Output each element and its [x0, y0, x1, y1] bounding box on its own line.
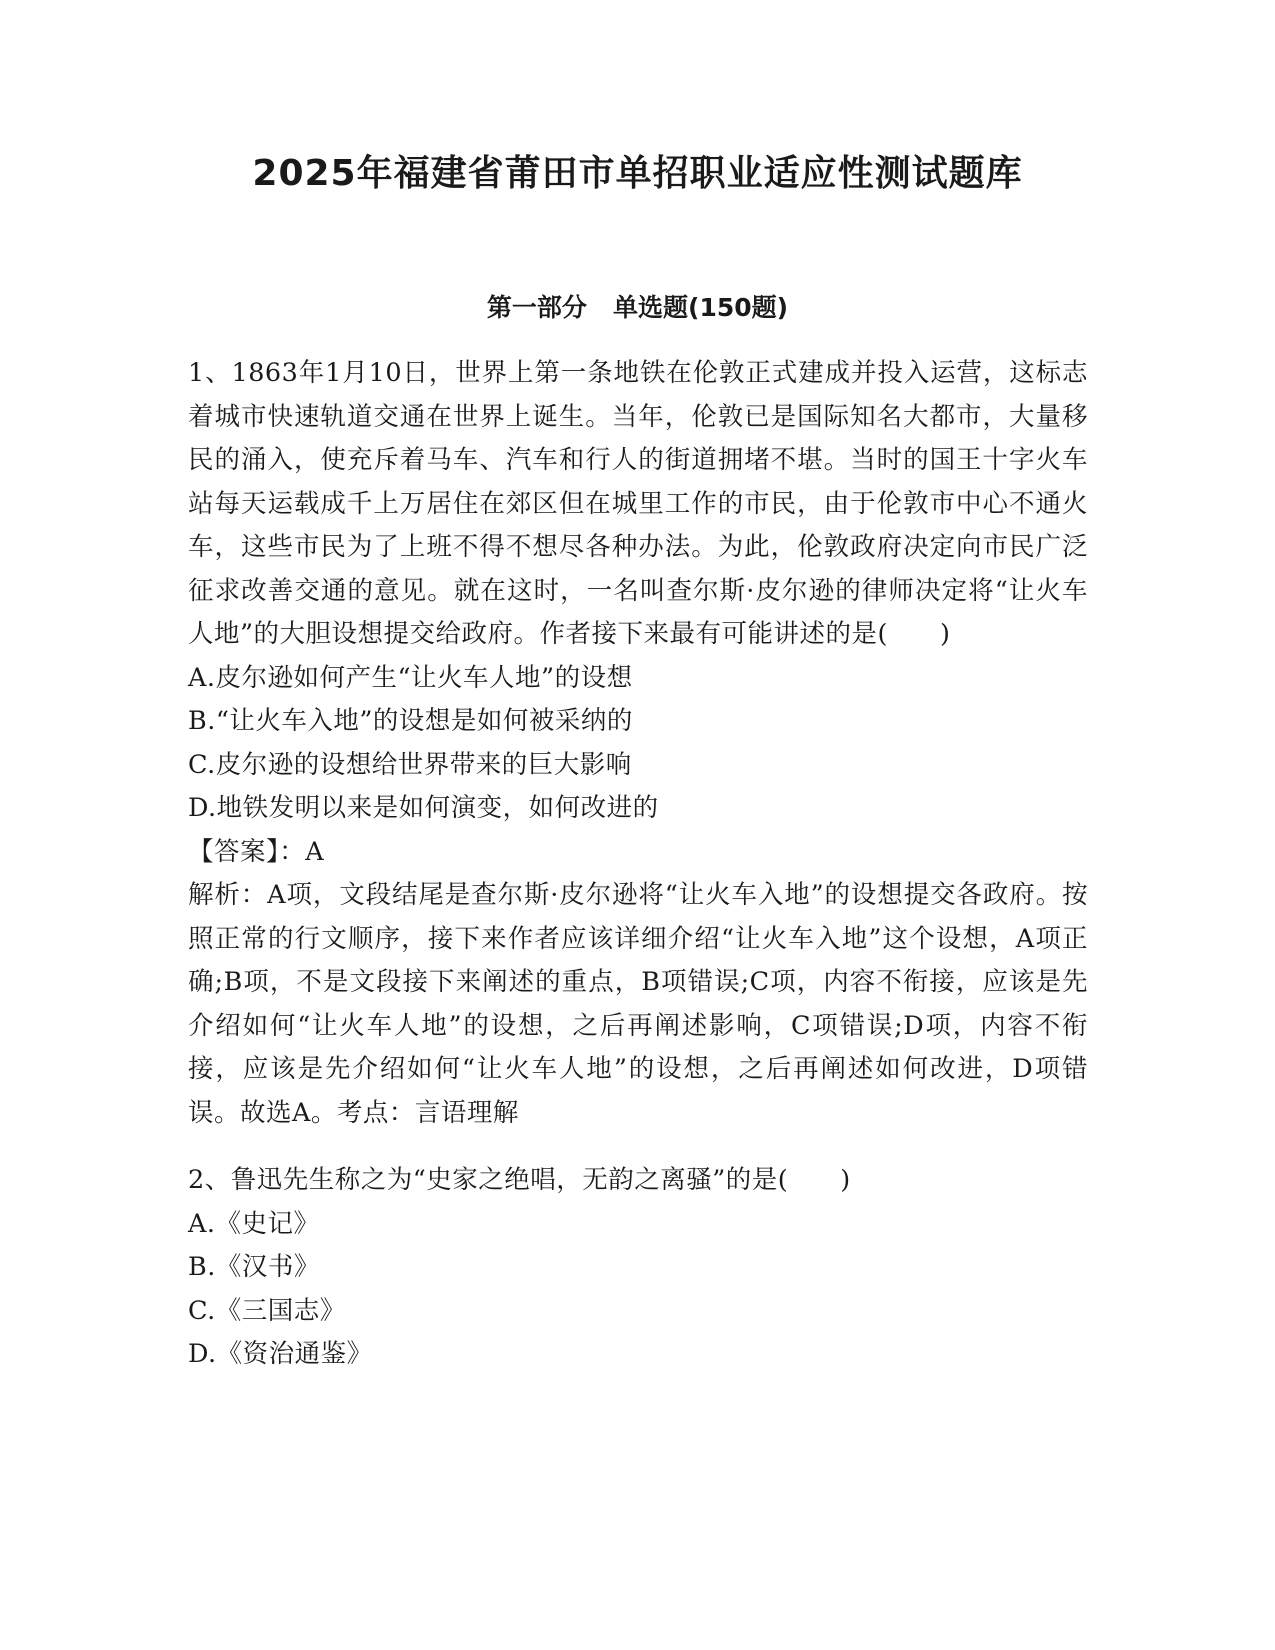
option-c: C.皮尔逊的设想给世界带来的巨大影响 — [188, 749, 632, 780]
document-title: 2025年福建省莆田市单招职业适应性测试题库 — [252, 153, 1023, 194]
option-a: A.皮尔逊如何产生“让火车人地”的设想 — [188, 662, 633, 693]
answer-line: 【答案】：A — [188, 836, 325, 867]
option-a: A.《史记》 — [188, 1208, 320, 1239]
option-b: B.《汉书》 — [188, 1252, 320, 1282]
option-d: D.地铁发明以来是如何演变，如何改进的 — [188, 793, 659, 823]
question-stem: 1、1863年1月10日，世界上第一条地铁在伦敦正式建成并投入运营，这标志着城市快速轨道交通在世界上诞生。当年，伦敦已是国际知名大都市，大量移民的涌入，使充斥着马车、汽车和行人的街道拥堵不堪。当时的国王十字火车站每天运载成千上万居住在郊区但在城里工作的市民，由于伦敦市中心不通火车，这些市民为了上班不得不想尽各种办法。为此，伦敦政府决定向市民广泛征求改善交通的意见。就在这时，一名叫查尔斯·皮尔逊的律师决定将“让火车人地”的大胆设想提交给政府。作者接下来最有可能讲述的是( ) — [188, 358, 1088, 649]
option-d: D.《资治通鉴》 — [188, 1339, 373, 1369]
analysis-text: 解析：A项，文段结尾是查尔斯·皮尔逊将“让火车入地”的设想提交各政府。按照正常的行文顺序，接下来作者应该详细介绍“让火车入地”这个设想，A项正确;B项，不是文段接下来阐述的重点，B项错误;C项，内容不衔接，应该是先介绍如何“让火车人地”的设想，之后再阐述影响，C项错误;D项，内容不衔接，应该是先介绍如何“让火车人地”的设想，之后再阐述如何改进，D项错误。故选A。考点：言语理解 — [188, 880, 1088, 1128]
question-stem: 2、鲁迅先生称之为“史家之绝唱，无韵之离骚”的是( ) — [188, 1165, 851, 1195]
question-list — [188, 352, 1088, 1377]
question-separator — [188, 1135, 1088, 1159]
option-b: B.“让火车入地”的设想是如何被采纳的 — [188, 706, 633, 736]
question-block-2 — [188, 1159, 1088, 1377]
section-heading: 第一部分 单选题(150题) — [486, 293, 789, 322]
option-c: C.《三国志》 — [188, 1295, 346, 1326]
question-block-1 — [188, 352, 1088, 1135]
